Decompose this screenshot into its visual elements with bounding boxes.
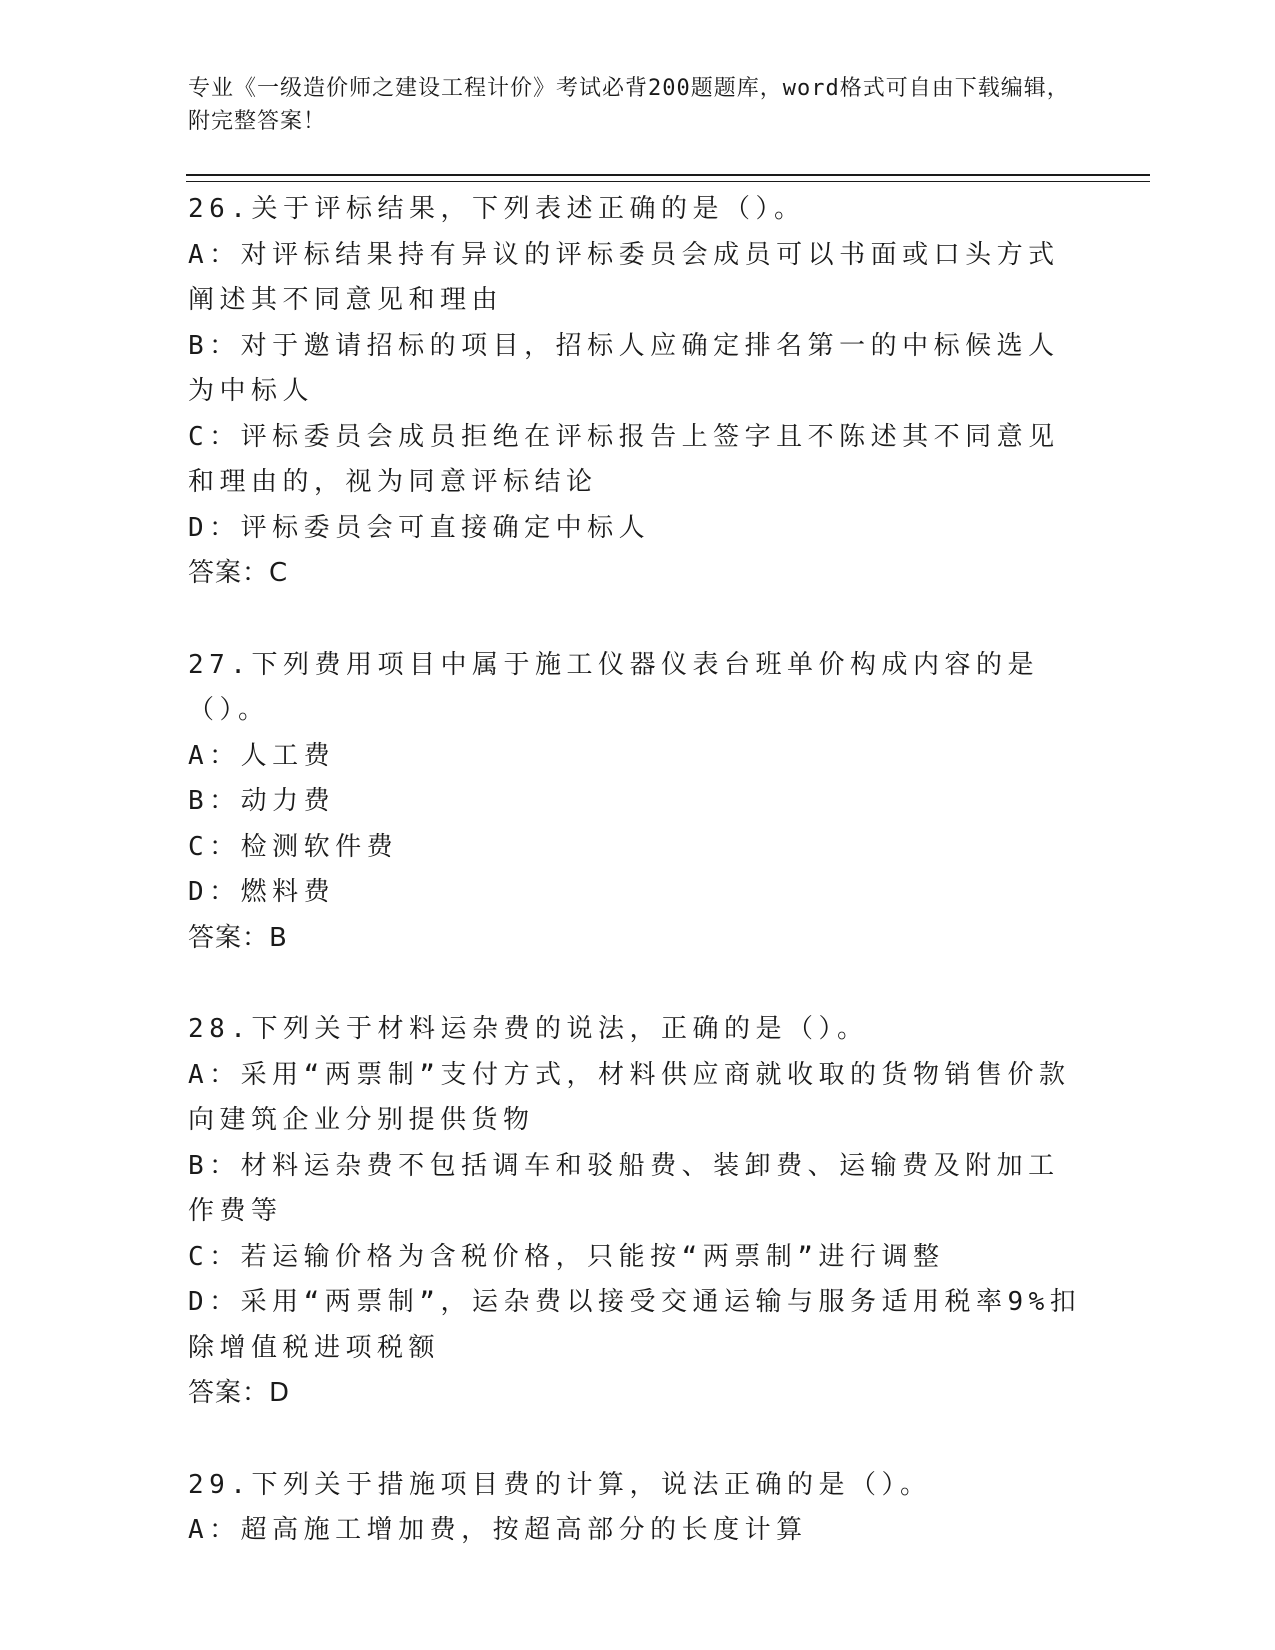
header-divider	[186, 174, 1150, 182]
option-d: D：评标委员会可直接确定中标人	[188, 512, 651, 543]
option-c: C：评标委员会成员拒绝在评标报告上签字且不陈述其不同意见和理由的，视为同意评标结论	[188, 421, 1060, 497]
question-stem: 27.下列费用项目中属于施工仪器仪表台班单价构成内容的是（）。	[188, 649, 1039, 725]
question-list	[188, 187, 1088, 1600]
option-a: A：采用“两票制”支付方式，材料供应商就收取的货物销售价款向建筑企业分别提供货物	[188, 1059, 1071, 1135]
answer-line: 答案：B	[188, 922, 288, 953]
option-c: C：若运输价格为含税价格，只能按“两票制”进行调整	[188, 1241, 945, 1272]
page-header: 专业《一级造价师之建设工程计价》考试必背200题题库，word格式可自由下载编辑，附完整答案！	[188, 76, 1070, 134]
question-stem: 28.下列关于材料运杂费的说法，正确的是（）。	[188, 1014, 869, 1044]
answer-line: 答案：C	[188, 558, 289, 588]
option-a: A：对评标结果持有异议的评标委员会成员可以书面或口头方式阐述其不同意见和理由	[188, 239, 1060, 315]
question-stem: 29.下列关于措施项目费的计算，说法正确的是（）。	[188, 1469, 932, 1500]
question-29	[188, 1463, 1088, 1554]
option-d: D：采用“两票制”，运杂费以接受交通运输与服务适用税率9%扣除增值税进项税额	[188, 1287, 1082, 1363]
answer-line: 答案：D	[188, 1378, 291, 1408]
option-c: C：检测软件费	[188, 831, 399, 862]
question-27	[188, 643, 1088, 962]
option-d: D：燃料费	[188, 877, 336, 907]
option-b: B：对于邀请招标的项目，招标人应确定排名第一的中标候选人为中标人	[188, 330, 1060, 406]
question-26	[188, 187, 1088, 597]
option-a: A：超高施工增加费，按超高部分的长度计算	[188, 1515, 808, 1545]
option-b: B：材料运杂费不包括调车和驳船费、装卸费、运输费及附加工作费等	[188, 1150, 1060, 1226]
question-28	[188, 1007, 1088, 1417]
option-a: A：人工费	[188, 740, 336, 771]
question-stem: 26.关于评标结果，下列表述正确的是（）。	[188, 194, 806, 224]
option-b: B：动力费	[188, 786, 336, 816]
